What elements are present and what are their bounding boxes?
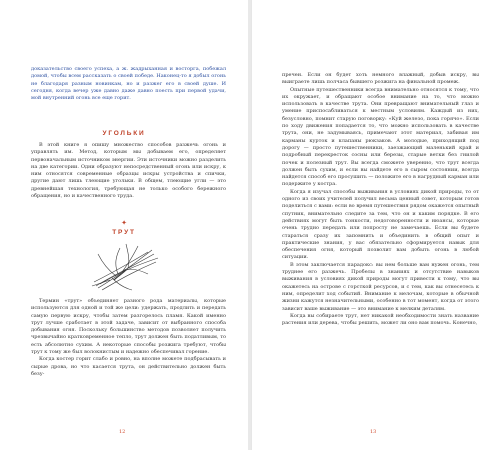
trut-paragraph-1: Термин «трут» объединяет разного рода материалы, которые используются для одной и той же цели: удержать, продлить и передать самую первую искру, чтобы затем разгорелось пламя. Какой именно трут лучше сработает в этой задаче, зависит от выбранного способа добывания огня. Поскольку большинство методов позволяет получить чрезвычайно кратковременное тепло, трут должен быть податливым, то есть абсолютно сухим. А некоторые способы розжига требуют, чтобы трут к тому же был волокнистым и надежно обеспечивал горение. bbox=[31, 298, 226, 356]
right-paragraph-5: Когда вы собираете трут, нет никакой необходимости знать название растения или дерева, чтобы решить, может ли оно вам помочь. Конечно, bbox=[282, 312, 479, 327]
intro-paragraph: доказательство своего успеха, а ж. жадрыханная и восторга, побежал домой, чтобы всем рассказать о своей победе. Наконец-то я добыл огонь не благодаря разным новинкам, но и разжег его в своей душе. И сегодня, когда вечер уже давно даже давно поесть при первой удачи, мой внутренний огонь все еще горит. bbox=[31, 66, 226, 102]
left-page bbox=[0, 0, 248, 450]
fleuron-icon: ✦ bbox=[121, 219, 127, 227]
page-number-right: 13 bbox=[370, 429, 377, 435]
right-paragraph-4: В этом заключается парадокс: вы нем больше вам нужен огонь, тем труднее его разжечь. Пробелы в знаниях и отсутствие навыков выживания в условиях дикой природы могут привести к тому, что вы окажетесь на острове с горсткой ресурсов, и с тем, как вы отнесетесь к ним, определит ход событий. Внимание к мелочам, которые в обычной жизни кажутся незначительными, особенно в тот момент, когда от этого зависит ваше выживание — это внимание к мелким деталям. bbox=[282, 261, 479, 312]
intro-text-block bbox=[31, 66, 226, 102]
page-number-left: 12 bbox=[119, 429, 126, 435]
heading-trut: ТРУТ bbox=[112, 229, 136, 236]
right-paragraph-1: пречен. Если он будет хоть немного влажный, добыв искру, вы выиграете лишь полчаса бывшего розжига на финальной промеж. bbox=[282, 72, 479, 86]
ugolki-text-block bbox=[31, 142, 226, 200]
heading-ugolki: УГОЛЬКИ bbox=[102, 130, 146, 137]
right-paragraph-2: Опытные путешественники всегда внимательно относятся к тому, что их окружает, и обращают особое внимание на то, что можно использовать в качестве трута. Они превращают внимательный глаз и умение приспосабливаться к местным условиям. Каждый из них, безусловно, помнит старую поговорку: «Куй железо, пока горячо». Если по ходу движения попадается то, что можно использовать в качестве трута, они, не задумываясь, примечают этот материал, забивая им карманы курток и клапаны рюкзаков. А молодые, приходящий под дорогу — просто путешественники, заезжающий маленький край и подробный перекресток сосны или березы, старые ветки без гнилой почек и полезный трут. Вы всегда сможете уверенно, что трут всегда должен быть сухим, и если вы найдете его в сыром состоянии, всегда найдется способ его просушить — положите его в нагрудный карман или подержите у костра. bbox=[282, 86, 479, 188]
right-paragraph-3: Когда я изучал способы выживания в условиях дикой природы, то от одного из своих учителей получил весьма ценный совет, которым готов поделиться с вами: если во время путешествия рядом окажется опытный спутник, внимательно следите за тем, что он и каким порядке. В его действиях могут быть тонкости, недоговоренности и нюансы, которые очень трудно передать или попросту не замечаешь. Если вы будете стараться сразу их запомнить и объединить в общий опыт и практические знания, у вас обязательно сформируется навык для обеспечения огня, который позволит вам добыть огонь в любой ситуации. bbox=[282, 188, 479, 261]
ugolki-paragraph: В этой книге я опишу множество способов разжечь огонь и управлять им. Метод, которым мы добываем его, определяет первоначальным источником энергии. Эти источники можно разделить на две категории. Одни образуют непосредственный огонь или искру, к ним относятся современные образцы искры устройства и спички, другие дают лишь тлеющие угольки. В общем, тлеющие угли — это древнейшая технология, требующая не только особого бережного обращения, но и качественного труда. bbox=[31, 142, 226, 200]
tinder-bundle-illustration bbox=[88, 240, 162, 293]
trut-text-block bbox=[31, 298, 226, 378]
right-page bbox=[251, 0, 500, 450]
right-text-block bbox=[282, 72, 479, 327]
trut-paragraph-2: Когда костер горит слабо и ровно, на вполне можете подбрасывать и сырые дрова, но что касается трута, он действительно должен быть безу- bbox=[31, 356, 226, 377]
